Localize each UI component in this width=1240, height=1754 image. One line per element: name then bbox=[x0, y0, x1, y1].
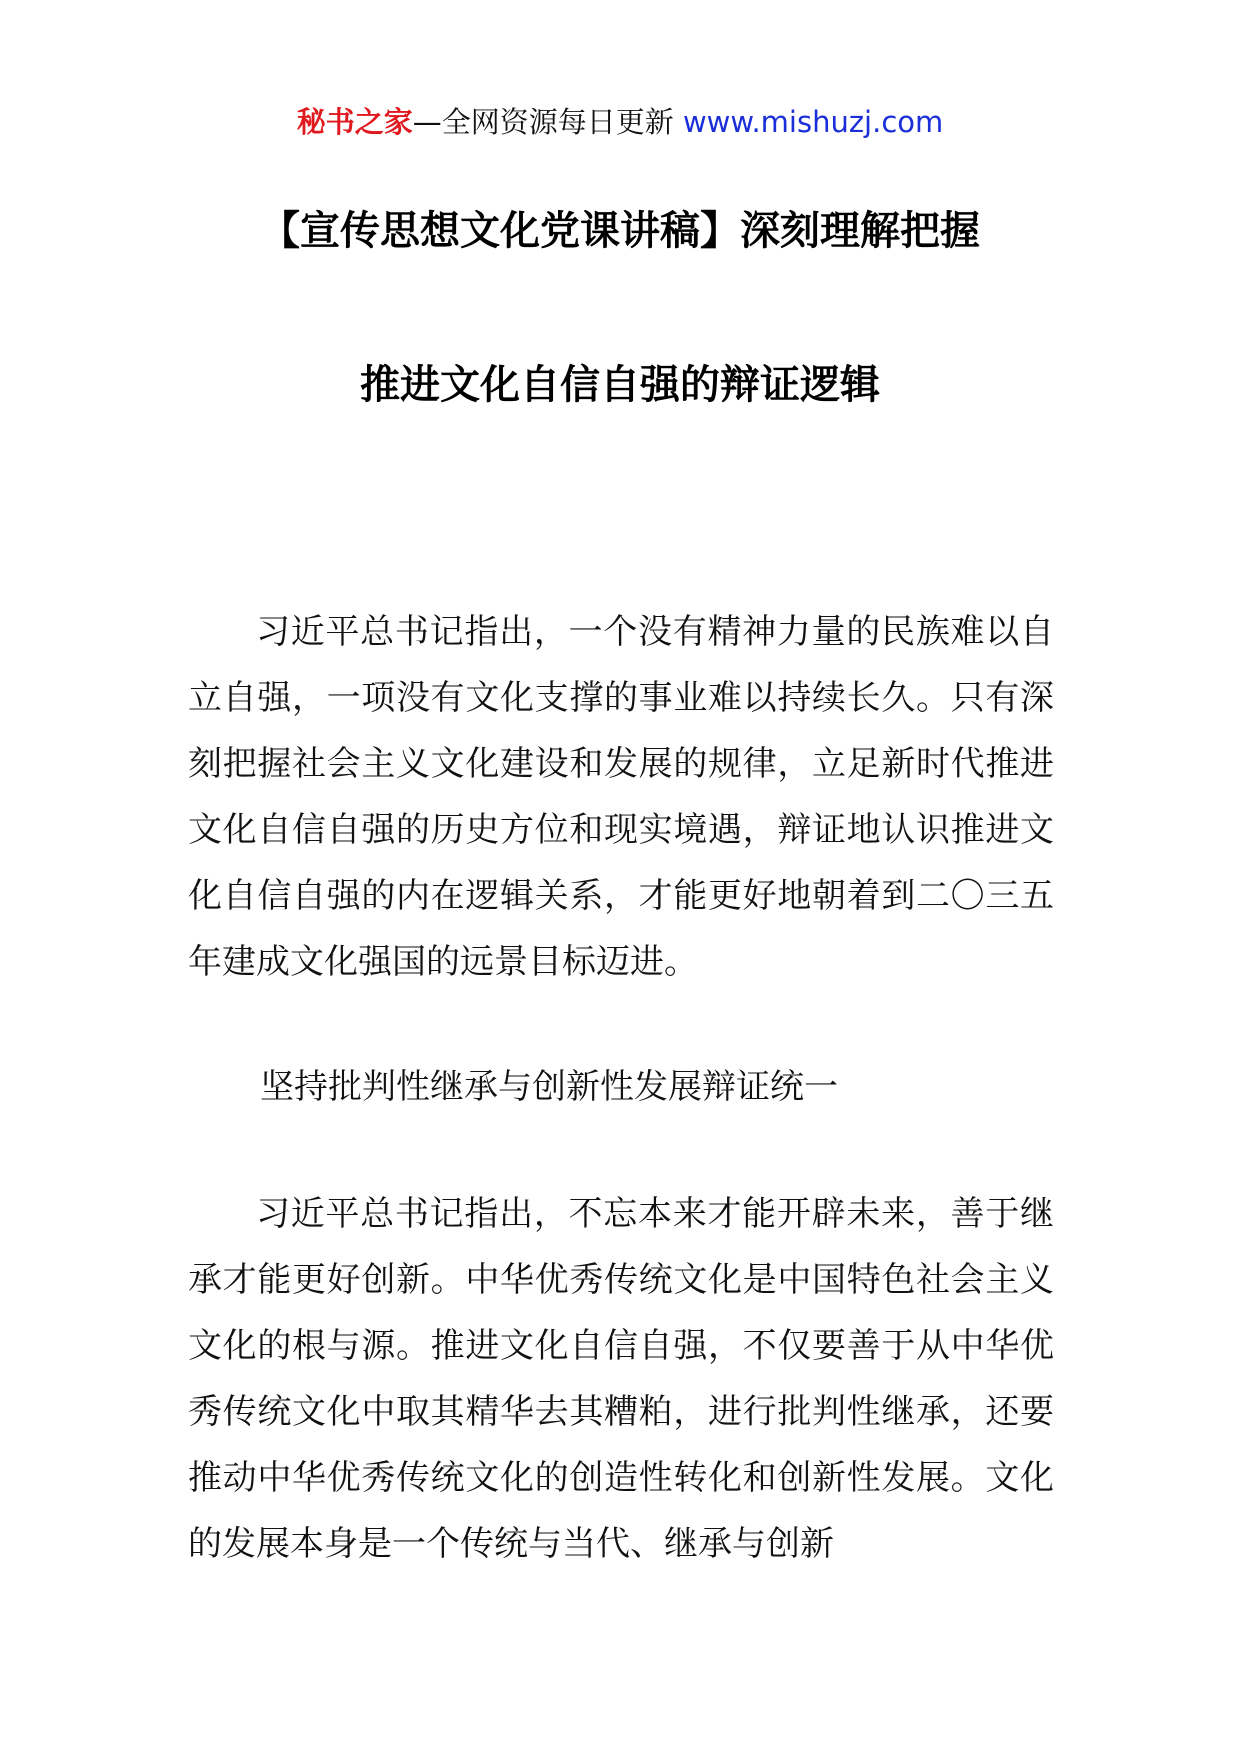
body-paragraph-2 bbox=[188, 1181, 1054, 1577]
paragraph-text: 习近平总书记指出，不忘本来才能开辟未来，善于继承才能更好创新。中华优秀传统文化是中国特色社会主义文化的根与源。推进文化自信自强，不仅要善于从中华优秀传统文化中取其精华去其糟粕，进行批判性继承，还要推动中华优秀传统文化的创造性转化和创新性发展。文化的发展本身是一个传统与当代、继承与创新 bbox=[188, 1194, 1054, 1564]
site-url-link[interactable]: www.mishuzj.com bbox=[682, 105, 944, 139]
paragraph-text: 习近平总书记指出，一个没有精神力量的民族难以自立自强，一项没有文化支撑的事业难以持续长久。只有深刻把握社会主义文化建设和发展的规律，立足新时代推进文化自信自强的历史方位和现实境遇，辩证地认识推进文化自信自强的内在逻辑关系，才能更好地朝着到二〇三五年建成文化强国的远景目标迈进。 bbox=[188, 612, 1054, 982]
section-heading: 坚持批判性继承与创新性发展辩证统一 bbox=[260, 1067, 838, 1107]
site-header bbox=[0, 102, 1240, 142]
body-paragraph-1 bbox=[188, 599, 1054, 995]
document-title-line1: 【宣传思想文化党课讲稿】深刻理解把握 bbox=[260, 208, 980, 254]
site-tagline: —全网资源每日更新 bbox=[412, 105, 683, 139]
site-brand: 秘书之家 bbox=[296, 105, 413, 139]
document-title-line2: 推进文化自信自强的辩证逻辑 bbox=[360, 362, 880, 408]
